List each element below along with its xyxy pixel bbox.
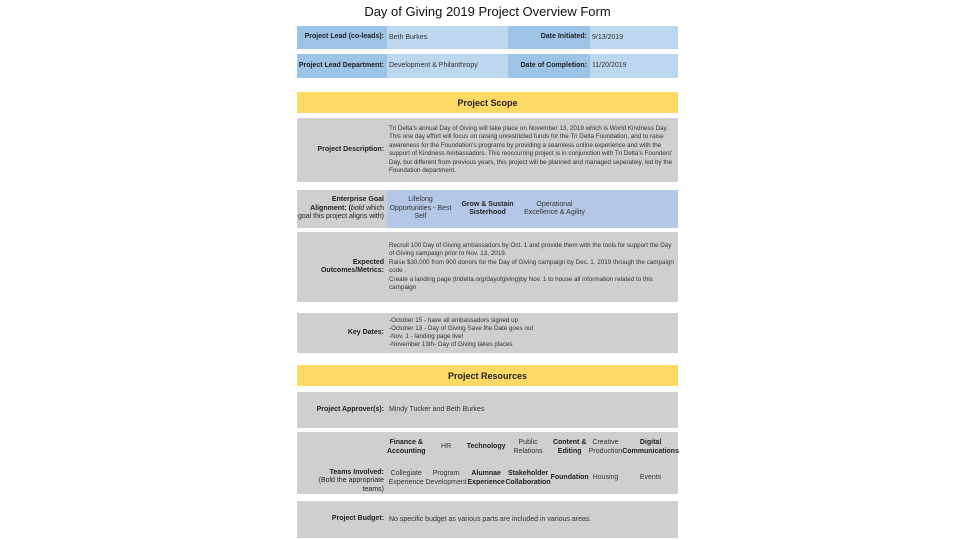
- teams-grid: [387, 432, 679, 494]
- lead-row: [297, 26, 678, 49]
- budget-label: Project Budget:: [331, 515, 384, 523]
- team-option[interactable]: Content & Editing: [552, 439, 587, 455]
- team-option[interactable]: Technology: [466, 443, 506, 451]
- team-option[interactable]: Public Relations: [513, 439, 543, 455]
- approver-label: Project Approver(s):: [316, 405, 384, 413]
- key-date-item: -October 13 - Day of Giving Save the Date goes out: [389, 325, 534, 333]
- goal-operational[interactable]: Operational Excellence & Agility: [524, 200, 585, 216]
- team-option[interactable]: Digital Communications: [622, 439, 679, 455]
- outcome-item: Create a landing page (trideltа.org/dayofgiving)by Nov. 1 to house all information related to this campaign: [389, 275, 653, 291]
- teams-row: [297, 432, 678, 494]
- page-title: Day of Giving 2019 Project Overview Form: [364, 4, 611, 19]
- completion-label: Date of Completion:: [508, 54, 590, 78]
- teams-label-group: [297, 432, 387, 494]
- key-date-item: -November 13th- Day of Giving takes places: [389, 340, 513, 348]
- key-dates-row: [297, 313, 678, 353]
- goal-sisterhood[interactable]: Grow & Sustain Sisterhood: [461, 200, 514, 216]
- goal-label: Enterprise Goal Alignment: (bold which goal this project aligns with): [297, 190, 387, 228]
- description-value[interactable]: Tri Delta's annual Day of Giving will take place on November 13, 2019 which is World Kindness Day. This one day effort will focus on raising unrestricted funds for the Tri Delta Foundation, and to raise awareness for the Foundation's programs by providing a seamless online experience and with the support of Kindness Ambassadors. This reoccurring project is in conjunction with Tri Delta's Founders' Day, but different from previous years, this project will be planned and managed seperately, led by the Foundation department.: [389, 124, 673, 174]
- approver-value[interactable]: Mindy Tucker and Beth Burkes: [389, 406, 485, 414]
- lead-label: Project Lead (co-leads):: [297, 26, 387, 49]
- outcomes-label: Expected Outcomes/Metrics:: [320, 258, 384, 274]
- dept-row: [297, 54, 678, 78]
- team-option[interactable]: Alumnae Experience: [467, 470, 505, 486]
- teams-sublabel: (Bold the appropriate teams): [318, 477, 384, 493]
- team-option[interactable]: HR: [441, 443, 452, 451]
- team-option[interactable]: Foundation: [550, 474, 589, 482]
- outcomes-row: [297, 232, 678, 302]
- project-resources-heading: Project Resources: [297, 365, 678, 386]
- description-row: [297, 118, 678, 182]
- lead-value[interactable]: Beth Burkes: [387, 26, 508, 49]
- teams-label: Teams Involved:: [329, 468, 384, 476]
- goal-options: [387, 190, 678, 228]
- initiated-value[interactable]: 9/13/2019: [590, 26, 678, 49]
- goal-row: [297, 190, 678, 228]
- team-option[interactable]: Stakeholder Collaboration: [505, 470, 551, 486]
- team-option[interactable]: Collegiate Experience: [388, 470, 424, 486]
- outcomes-list[interactable]: [387, 232, 678, 302]
- project-scope-heading: Project Scope: [297, 92, 678, 113]
- team-option[interactable]: Housing: [592, 474, 619, 482]
- team-option[interactable]: Events: [639, 474, 662, 482]
- description-label: Project Description:: [317, 145, 384, 153]
- dept-value[interactable]: Development & Philanthropy: [387, 54, 508, 78]
- team-option[interactable]: Creative Production: [588, 439, 623, 455]
- budget-value[interactable]: No specific budget as various parts are included in various areas.: [389, 515, 592, 523]
- initiated-label: Date Initiated:: [508, 26, 590, 49]
- key-date-item: -October 15 - have all ambassadors signed up: [389, 317, 519, 325]
- outcome-item: Recruit 100 Day of Giving ambassadors by Oct. 1 and provide them with the tools for support the Day of Giving campaign prior to Nov. 13, 2019.: [389, 241, 672, 257]
- outcome-item: Raise $30,000 from 900 donors for the Day of Giving campaign by Dec. 1, 2019 through the campaign code .: [389, 258, 674, 274]
- dept-label: Project Lead Department:: [297, 54, 387, 78]
- completion-value[interactable]: 11/20/2019: [590, 54, 678, 78]
- goal-lifelong[interactable]: Lifelong Opportunities - Best Self: [389, 196, 452, 221]
- team-option[interactable]: Finance & Accounting: [387, 439, 426, 455]
- budget-row: [297, 501, 678, 538]
- key-date-item: -Nov. 1 - landing page live!: [389, 333, 464, 340]
- team-option[interactable]: Program Development: [425, 470, 467, 486]
- approver-row: [297, 392, 678, 428]
- key-dates-label: Key Dates:: [347, 328, 384, 336]
- key-dates-list[interactable]: [387, 313, 678, 353]
